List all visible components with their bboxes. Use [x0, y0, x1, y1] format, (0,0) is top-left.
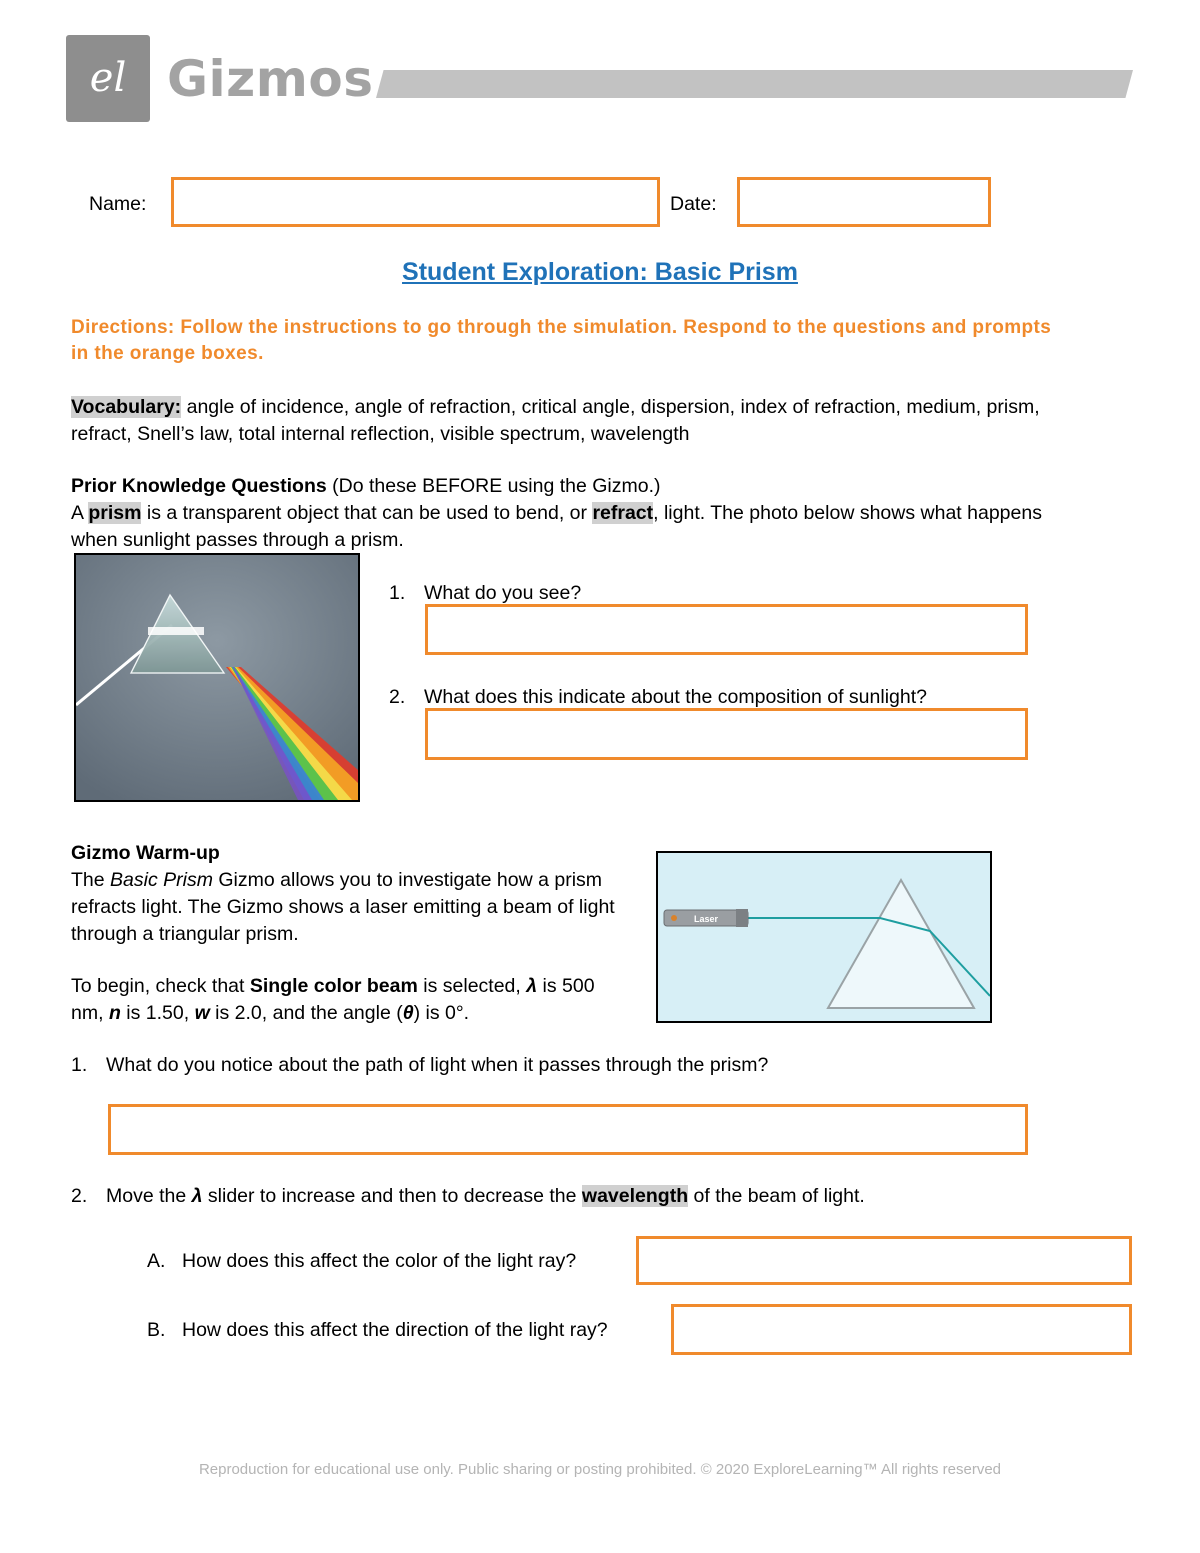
prior-heading-note: (Do these BEFORE using the Gizmo.) — [326, 475, 661, 497]
gizmo-simulation-image — [656, 851, 992, 1023]
prior-q1-answer-box[interactable] — [425, 604, 1028, 655]
prior-heading: Prior Knowledge Questions — [71, 475, 327, 497]
laser-label: Laser — [694, 914, 719, 924]
n-symbol: n — [108, 1002, 121, 1024]
warmup-text: The — [71, 869, 111, 891]
warmup-text: is 2.0, and the angle ( — [209, 1002, 403, 1024]
q2-text: slider to increase and then to decrease the — [202, 1185, 582, 1207]
lambda-symbol: λ — [191, 1185, 203, 1207]
prior-q1-number: 1. — [389, 582, 406, 604]
warmup-text: To begin, check that — [71, 975, 250, 997]
warmup-text: is 1.50, — [120, 1002, 195, 1024]
date-label: Date: — [670, 193, 717, 215]
prior-q2-text: What does this indicate about the composition of sunlight? — [424, 686, 927, 708]
intro-text: is a transparent object that can be used to bend, or — [141, 502, 593, 524]
warmup-paragraph-2 — [71, 973, 616, 1027]
warmup-text: Gizmo allows you to investigate how a prism refracts light. The Gizmo shows a laser emitting a beam of light through a triangular prism. — [71, 869, 615, 945]
term-refract: refract — [592, 502, 654, 524]
prism-photo — [74, 553, 360, 802]
name-field[interactable] — [171, 177, 660, 227]
warmup-q1-answer-box[interactable] — [108, 1104, 1028, 1155]
warmup-paragraph-1 — [71, 867, 616, 948]
logo-mark: el — [89, 55, 127, 101]
explorelearning-logo — [66, 35, 150, 122]
vocabulary-label: Vocabulary: — [71, 396, 182, 418]
sub-b-label: B. — [147, 1319, 166, 1341]
q2-text: of the beam of light. — [688, 1185, 865, 1207]
vocabulary-text: angle of incidence, angle of refraction, critical angle, dispersion, index of refraction, medium, prism, refract, Snell’s law, total internal reflection, visible spectrum, wavelength — [71, 396, 1040, 445]
date-field[interactable] — [737, 177, 991, 227]
sub-a-text: How does this affect the color of the light ray? — [182, 1250, 577, 1272]
sub-a-answer-box[interactable] — [636, 1236, 1132, 1285]
intro-text: A — [71, 502, 89, 524]
header-bar — [376, 70, 1133, 98]
prior-q2-number: 2. — [389, 686, 406, 708]
brand-name: Gizmos — [167, 50, 374, 108]
intro-text: , light. The photo below shows what happens when sunlight passes through a prism. — [71, 502, 1042, 551]
warmup-q1-number: 1. — [71, 1054, 88, 1076]
prism-photo-image — [76, 555, 358, 800]
term-wavelength: wavelength — [581, 1185, 689, 1207]
gizmo-name: Basic Prism — [110, 869, 213, 891]
sub-b-text: How does this affect the direction of the light ray? — [182, 1319, 608, 1341]
prior-knowledge-heading — [71, 473, 1091, 500]
vocabulary — [71, 394, 1091, 448]
warmup-text: is selected, — [417, 975, 527, 997]
simulation-diagram — [658, 853, 990, 1021]
prior-q2-answer-box[interactable] — [425, 708, 1028, 760]
prior-intro — [71, 500, 1071, 554]
warmup-heading: Gizmo Warm-up — [71, 842, 220, 864]
footer-copyright: Reproduction for educational use only. Public sharing or posting prohibited. © 2020 ExploreLearning™ All rights reserved — [198, 1461, 1002, 1478]
warmup-text: ) is 0°. — [413, 1002, 470, 1024]
theta-symbol: θ — [402, 1002, 414, 1024]
name-label: Name: — [89, 193, 147, 215]
w-symbol: w — [194, 1002, 210, 1024]
sub-b-answer-box[interactable] — [671, 1304, 1132, 1355]
warmup-q2-number: 2. — [71, 1185, 88, 1207]
warmup-text: is 500 nm, — [71, 975, 595, 1024]
lambda-symbol: λ — [526, 975, 538, 997]
prior-q1-text: What do you see? — [424, 582, 582, 604]
warmup-q1-text: What do you notice about the path of light when it passes through the prism? — [106, 1054, 769, 1076]
page-title: Student Exploration: Basic Prism — [402, 258, 798, 286]
sub-a-label: A. — [147, 1250, 166, 1272]
directions: Directions: Follow the instructions to go through the simulation. Respond to the questions and prompts in the orange boxes. — [71, 317, 1052, 364]
term-prism: prism — [88, 502, 142, 524]
single-color-beam-term: Single color beam — [249, 975, 418, 997]
warmup-q2-text — [106, 1184, 865, 1208]
q2-text: Move the — [106, 1185, 192, 1207]
